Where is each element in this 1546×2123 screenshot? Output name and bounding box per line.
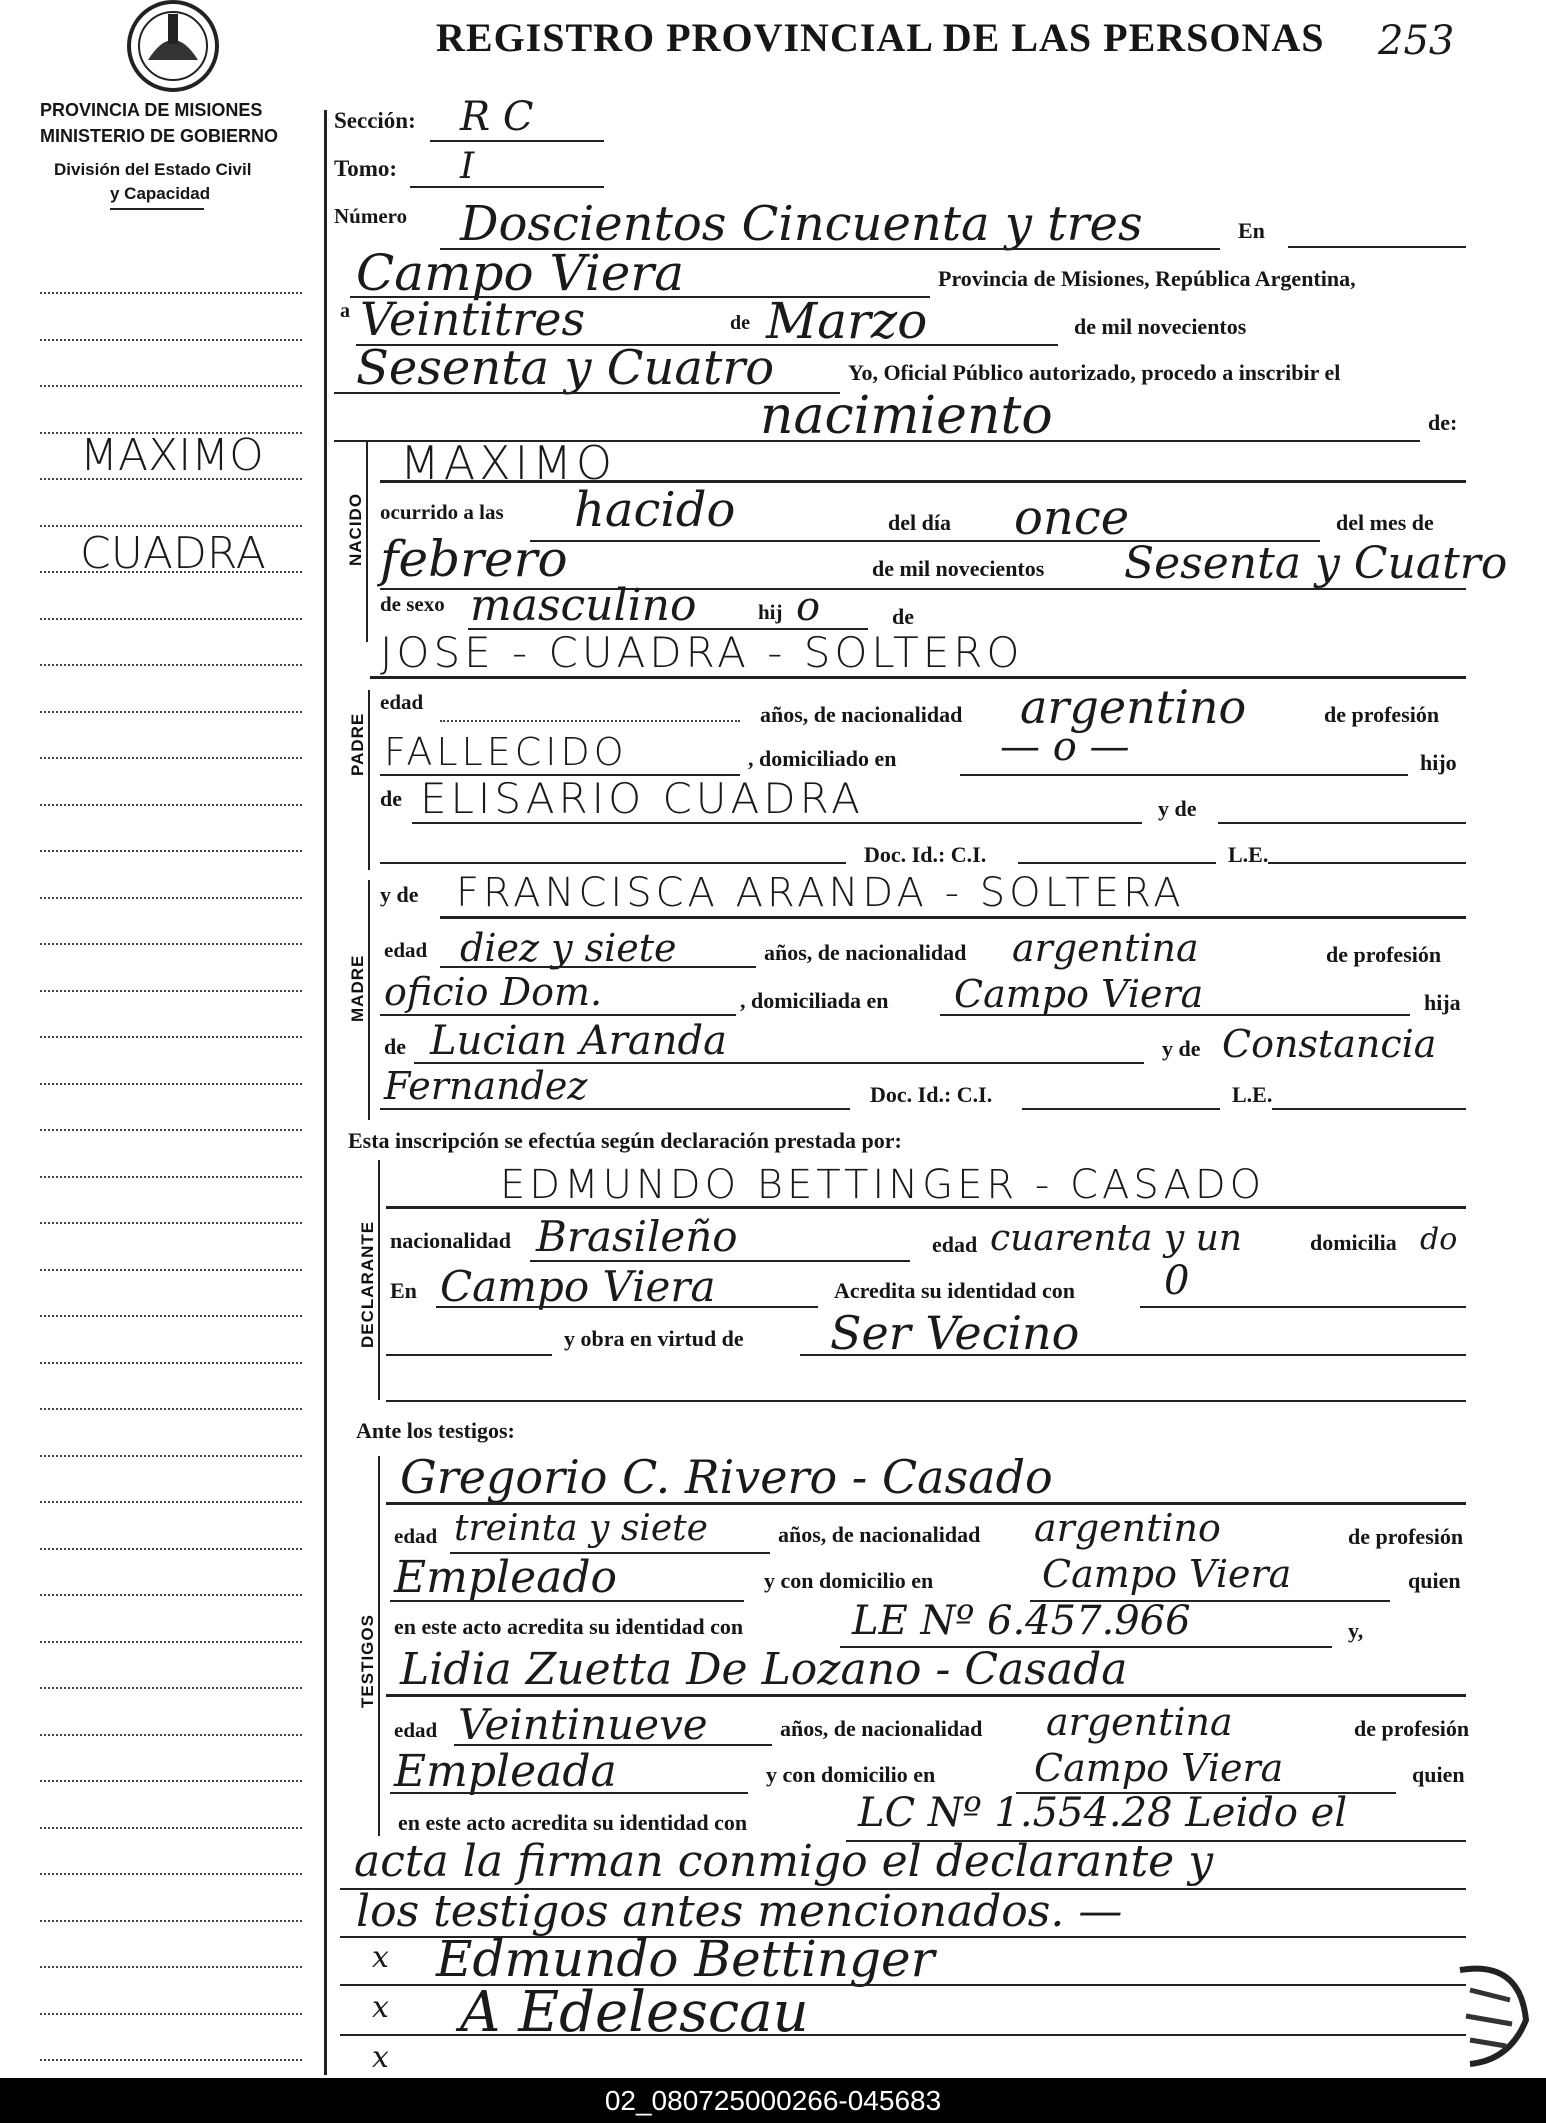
margin-ruled-line <box>40 292 302 294</box>
label-padre-edad: edad <box>380 690 424 714</box>
margin-ruled-line <box>40 804 302 806</box>
value-declarante-domicilio: do <box>1420 1222 1458 1257</box>
line-testigo1-profesion <box>390 1600 744 1602</box>
margin-ruled-line <box>40 1687 302 1689</box>
label-madre-doc: Doc. Id.: C.I. <box>870 1082 993 1107</box>
label-de-mes: de <box>730 312 750 334</box>
margin-ruled-line <box>40 618 302 620</box>
label-madre-profesion: de profesión <box>1326 942 1442 967</box>
value-mes-nac: febrero <box>380 530 568 588</box>
label-en: En <box>1238 218 1265 243</box>
value-testigo1-domicilio: Campo Viera <box>1042 1552 1292 1596</box>
line-madre-nombre <box>440 916 1466 919</box>
label-declaracion: Esta inscripción se efectúa según declaración prestada por: <box>348 1128 902 1153</box>
value-cierre-2: los testigos antes mencionados. — <box>356 1886 1123 1937</box>
label-hij: hij <box>758 600 783 624</box>
section-label-nacido: NACIDO <box>346 492 365 566</box>
line-madre-madre-2 <box>380 1108 850 1110</box>
margin-ruled-line <box>40 850 302 852</box>
label-madre-le: L.E. <box>1232 1082 1273 1107</box>
section-label-declarante: DECLARANTE <box>358 1220 377 1348</box>
margin-ruled-line <box>40 1222 302 1224</box>
label-padre-doc: Doc. Id.: C.I. <box>864 842 987 867</box>
value-declarante-virtud: Ser Vecino <box>830 1306 1080 1360</box>
value-testigo1-nombre: Gregorio C. Rivero - Casado <box>400 1450 1053 1504</box>
margin-ruled-line <box>40 478 302 480</box>
label-testigo1-edad: edad <box>394 1524 438 1548</box>
section-label-padre: PADRE <box>348 712 367 776</box>
margin-ruled-line <box>40 664 302 666</box>
margin-ruled-line <box>40 1594 302 1596</box>
line-padre-domicilio <box>960 774 1408 776</box>
signature-declarante: Edmundo Bettinger <box>436 1930 935 1988</box>
value-testigo1-doc: LE Nº 6.457.966 <box>852 1598 1191 1644</box>
value-padre-nacionalidad: argentino <box>1020 680 1247 734</box>
line-tomo <box>410 186 604 188</box>
label-madre-edad: edad <box>384 938 428 962</box>
line-declarante-extra <box>386 1400 1466 1402</box>
document-id-bar <box>0 2078 1546 2123</box>
label-madre-de: de <box>384 1034 406 1059</box>
margin-given-name: MAXIMO <box>80 430 264 481</box>
value-madre-nacionalidad: argentina <box>1012 926 1199 970</box>
label-declarante-domicilio: domicilia <box>1310 1230 1397 1255</box>
value-seccion: R C <box>460 94 534 140</box>
value-madre-padre: Lucian Aranda <box>430 1018 727 1064</box>
section-bracket-declarante <box>378 1160 380 1400</box>
margin-ruled-line <box>40 1455 302 1457</box>
margin-ruled-line <box>40 525 302 527</box>
value-padre-nombre: JOSE - CUADRA - SOLTERO <box>380 628 1024 677</box>
line-padre-madre <box>1218 822 1466 824</box>
margin-ruled-line <box>40 339 302 341</box>
line-padre-doc <box>380 862 846 864</box>
label-padre-nac: años, de nacionalidad <box>760 702 963 727</box>
value-lugar: Campo Viera <box>356 244 685 302</box>
label-declarante-en: En <box>390 1278 417 1303</box>
line-declarante-virtud-pre <box>386 1354 552 1356</box>
value-madre-madre-2: Fernandez <box>384 1064 588 1108</box>
label-del-mes: del mes de <box>1336 510 1434 535</box>
document-id: 02_080725000266-045683 <box>604 2085 942 2116</box>
value-declarante-identidad: 0 <box>1164 1258 1190 1304</box>
margin-ruled-line <box>40 1315 302 1317</box>
margin-ruled-line <box>40 1501 302 1503</box>
signature-mark: x <box>372 1940 389 1975</box>
margin-surname: CUADRA <box>80 528 266 579</box>
org-line-1: PROVINCIA DE MISIONES <box>40 100 263 120</box>
label-testigo1-domicilio: y con domicilio en <box>764 1568 934 1593</box>
label-a: a <box>340 300 350 322</box>
margin-divider <box>324 110 327 2075</box>
section-bracket-padre <box>368 690 370 870</box>
label-padre-de: de <box>380 786 402 811</box>
line-firma-2 <box>340 2034 1466 2036</box>
line-padre-nombre <box>370 676 1466 679</box>
label-testigo1-profesion: de profesión <box>1348 1524 1464 1549</box>
label-padre-domicilio: , domiciliado en <box>748 746 897 771</box>
margin-ruled-line <box>40 897 302 899</box>
line-madre-le <box>1272 1108 1466 1110</box>
value-testigo1-nacionalidad: argentino <box>1034 1506 1221 1550</box>
margin-ruled-line <box>40 1083 302 1085</box>
signature-mark: x <box>372 1990 389 2025</box>
margin-ruled-line <box>40 385 302 387</box>
label-de-colon: de: <box>1428 410 1458 435</box>
line-madre-edad <box>440 966 756 968</box>
label-yo-oficial: Yo, Oficial Público autorizado, procedo a inscribir el <box>848 360 1341 385</box>
org-line-4: y Capacidad <box>110 184 211 203</box>
value-padre-domicilio: — o — <box>1000 724 1130 770</box>
value-testigo1-edad: treinta y siete <box>454 1508 708 1549</box>
value-sexo: masculino <box>470 580 697 631</box>
label-hija: hija <box>1424 990 1461 1015</box>
value-padre-padre: ELISARIO CUADRA <box>420 774 864 823</box>
value-cierre-1: acta la firman conmigo el declarante y <box>354 1836 1214 1887</box>
label-del-dia: del día <box>888 510 951 535</box>
label-sexo: de sexo <box>380 592 445 616</box>
margin-ruled-line <box>40 1827 302 1829</box>
line-padre-edad <box>440 720 740 722</box>
value-testigo2-nombre: Lidia Zuetta De Lozano - Casada <box>400 1644 1128 1695</box>
value-padre-profesion: FALLECIDO <box>384 730 628 774</box>
section-label-madre: MADRE <box>348 954 367 1022</box>
provincial-seal-icon <box>118 0 228 98</box>
label-ante-testigos: Ante los testigos: <box>356 1418 515 1443</box>
section-bracket-nacido <box>366 442 368 642</box>
label-provincia: Provincia de Misiones, República Argentina, <box>938 266 1356 291</box>
margin-ruled-line <box>40 1966 302 1968</box>
page-title: REGISTRO PROVINCIAL DE LAS PERSONAS <box>436 15 1325 60</box>
value-declarante-edad: cuarenta y un <box>990 1218 1243 1259</box>
stamp-icon <box>1440 1960 1530 2070</box>
margin-ruled-line <box>40 1873 302 1875</box>
label-madre-y-de-2: y de <box>1162 1036 1201 1061</box>
label-madre-y-de: y de <box>380 882 419 907</box>
line-declarante-virtud <box>800 1354 1466 1356</box>
label-obra-virtud: y obra en virtud de <box>564 1326 744 1351</box>
margin-ruled-line <box>40 571 302 573</box>
line-testigo2-nombre <box>386 1694 1466 1697</box>
label-testigo1-y: y, <box>1348 1618 1364 1643</box>
value-testigo2-edad: Veintinueve <box>458 1700 708 1749</box>
org-line-3: División del Estado Civil <box>54 160 252 179</box>
label-hijo: hijo <box>1420 750 1457 775</box>
margin-ruled-line <box>40 757 302 759</box>
margin-ruled-line <box>40 1780 302 1782</box>
margin-ruled-line <box>40 2059 302 2061</box>
label-testigo2-profesion: de profesión <box>1354 1716 1470 1741</box>
line-seccion <box>430 140 604 142</box>
margin-ruled-line <box>40 943 302 945</box>
label-declarante-nac: nacionalidad <box>390 1228 512 1253</box>
line-nacido-nombre <box>380 480 1466 483</box>
value-anio: Sesenta y Cuatro <box>356 340 775 396</box>
value-testigo2-nacionalidad: argentina <box>1046 1700 1233 1744</box>
value-testigo2-domicilio: Campo Viera <box>1034 1746 1284 1790</box>
margin-ruled-line <box>40 1734 302 1736</box>
line-declarante-lugar <box>436 1306 818 1308</box>
line-declarante-identidad <box>1140 1306 1466 1308</box>
value-mes: Marzo <box>766 292 928 350</box>
label-de-padres: de <box>892 604 914 629</box>
line-testigo2-profesion <box>390 1792 748 1794</box>
label-madre-domicilio: , domiciliada en <box>740 988 889 1013</box>
margin-ruled-line <box>40 1129 302 1131</box>
margin-ruled-line <box>40 1641 302 1643</box>
line-testigo1-nombre <box>386 1502 1466 1505</box>
label-tomo: Tomo: <box>334 156 398 181</box>
line-padre-ci <box>1018 862 1216 864</box>
margin-ruled-line <box>40 1362 302 1364</box>
value-acto: nacimiento <box>760 386 1053 446</box>
line-padre-le <box>1268 862 1466 864</box>
label-declarante-edad: edad <box>932 1232 978 1257</box>
value-nacido-nombre: MAXIMO <box>400 436 617 490</box>
margin-ruled-line <box>40 1920 302 1922</box>
label-padre-y-de: y de <box>1158 796 1197 821</box>
signature-mark: x <box>372 2040 389 2075</box>
label-testigo2-domicilio: y con domicilio en <box>766 1762 936 1787</box>
org-underline <box>110 208 204 210</box>
margin-ruled-line <box>40 1408 302 1410</box>
value-madre-nombre: FRANCISCA ARANDA - SOLTERA <box>456 870 1185 916</box>
line-madre-ci <box>1022 1108 1220 1110</box>
label-madre-nac: años, de nacionalidad <box>764 940 967 965</box>
margin-ruled-line <box>40 711 302 713</box>
label-testigo1-nac: años, de nacionalidad <box>778 1522 981 1547</box>
margin-ruled-line <box>40 1269 302 1271</box>
label-padre-le: L.E. <box>1228 842 1269 867</box>
label-mil-novecientos-nac: de mil novecientos <box>872 556 1045 581</box>
label-testigo2-nac: años, de nacionalidad <box>780 1716 983 1741</box>
value-madre-domicilio: Campo Viera <box>954 972 1204 1016</box>
org-line-2: MINISTERIO DE GOBIERNO <box>40 126 279 146</box>
margin-ruled-line <box>40 1036 302 1038</box>
value-declarante-nombre: EDMUNDO BETTINGER - CASADO <box>500 1162 1266 1208</box>
value-dia: Veintitres <box>360 292 586 346</box>
line-en <box>1288 246 1466 248</box>
label-mil-novecientos: de mil novecientos <box>1074 314 1247 339</box>
label-testigo1-quien: quien <box>1408 1568 1461 1593</box>
value-hij-letra: o <box>796 584 821 630</box>
label-seccion: Sección: <box>334 108 416 133</box>
value-madre-edad: diez y siete <box>460 926 677 970</box>
value-testigo2-doc: LC Nº 1.554.28 Leido el <box>858 1790 1348 1836</box>
label-testigo2-quien: quien <box>1412 1762 1465 1787</box>
value-tomo: I <box>460 146 475 187</box>
value-declarante-nacionalidad: Brasileño <box>536 1212 738 1261</box>
value-numero: Doscientos Cincuenta y tres <box>460 196 1143 252</box>
line-declarante-nombre <box>386 1206 1466 1209</box>
line-padre-padre <box>412 822 1142 824</box>
value-declarante-lugar: Campo Viera <box>440 1262 716 1311</box>
value-anio-nac: Sesenta y Cuatro <box>1124 538 1508 589</box>
margin-ruled-line <box>40 432 302 434</box>
value-dia-nac: once <box>1014 490 1130 546</box>
margin-ruled-line <box>40 1176 302 1178</box>
value-madre-madre: Constancia <box>1222 1022 1437 1066</box>
section-bracket-madre <box>368 880 370 1120</box>
label-padre-profesion: de profesión <box>1324 702 1440 727</box>
section-bracket-testigos <box>378 1456 380 1836</box>
margin-ruled-line <box>40 2013 302 2015</box>
signature-oficial: A Edelescau <box>460 1980 809 2045</box>
value-testigo1-profesion: Empleado <box>394 1552 618 1603</box>
margin-ruled-line <box>40 1548 302 1550</box>
label-testigo2-acredita: en este acto acredita su identidad con <box>398 1810 748 1835</box>
label-testigo1-acredita: en este acto acredita su identidad con <box>394 1614 744 1639</box>
line-madre-profesion <box>380 1014 736 1016</box>
section-label-testigos: TESTIGOS <box>358 1614 377 1708</box>
label-ocurrido: ocurrido a las <box>380 500 504 524</box>
value-testigo2-profesion: Empleada <box>394 1746 617 1797</box>
value-hora: hacido <box>574 482 736 538</box>
label-acredita: Acredita su identidad con <box>834 1278 1076 1303</box>
label-testigo2-edad: edad <box>394 1718 438 1742</box>
value-madre-profesion: oficio Dom. <box>384 970 603 1014</box>
page-number: 253 <box>1378 18 1455 64</box>
margin-ruled-line <box>40 990 302 992</box>
line-madre-domicilio <box>940 1014 1410 1016</box>
label-numero: Número <box>334 204 408 228</box>
